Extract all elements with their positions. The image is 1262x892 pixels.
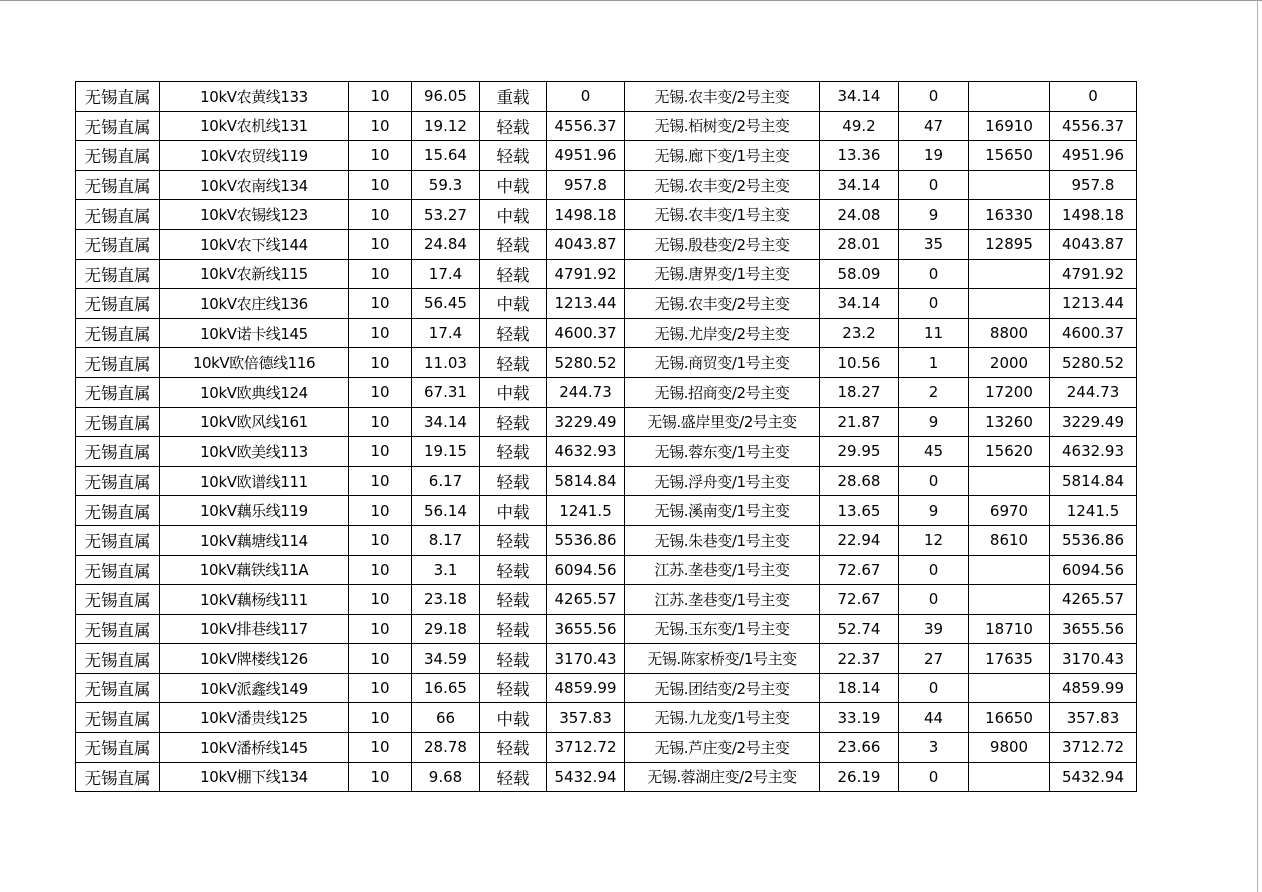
cell-transformer-load-rate: 23.66	[820, 733, 899, 763]
cell-line-name: 10kV欧典线124	[160, 377, 349, 407]
cell-company: 无锡直属	[76, 733, 160, 763]
table-row	[76, 703, 1137, 733]
table-row	[76, 614, 1137, 644]
cell-voltage-kv: 10	[349, 200, 412, 230]
table-row	[76, 318, 1137, 348]
cell-count: 0	[899, 82, 969, 112]
cell-available-capacity: 3229.49	[1050, 407, 1137, 437]
cell-transformer-load-rate: 28.01	[820, 229, 899, 259]
cell-voltage-kv: 10	[349, 348, 412, 378]
cell-transformer-load-rate: 28.68	[820, 466, 899, 496]
cell-load-rate: 56.45	[412, 289, 480, 319]
table-row	[76, 555, 1137, 585]
cell-count: 47	[899, 111, 969, 141]
page-right-border	[1257, 0, 1258, 892]
table-row	[76, 348, 1137, 378]
cell-count: 0	[899, 259, 969, 289]
cell-voltage-kv: 10	[349, 466, 412, 496]
cell-line-name: 10kV欧倍德线116	[160, 348, 349, 378]
cell-load-status: 轻载	[480, 437, 547, 467]
cell-available-capacity: 4043.87	[1050, 229, 1137, 259]
cell-count: 2	[899, 377, 969, 407]
cell-count: 19	[899, 141, 969, 171]
cell-company: 无锡直属	[76, 673, 160, 703]
cell-voltage-kv: 10	[349, 229, 412, 259]
cell-voltage-kv: 10	[349, 733, 412, 763]
table-row	[76, 229, 1137, 259]
cell-company: 无锡直属	[76, 555, 160, 585]
cell-voltage-kv: 10	[349, 496, 412, 526]
cell-available-capacity: 4265.57	[1050, 585, 1137, 615]
cell-load-rate: 17.4	[412, 318, 480, 348]
cell-transformer: 无锡.廊下变/1号主变	[625, 141, 820, 171]
cell-voltage-kv: 10	[349, 525, 412, 555]
cell-transformer-load-rate: 22.94	[820, 525, 899, 555]
cell-company: 无锡直属	[76, 377, 160, 407]
cell-company: 无锡直属	[76, 170, 160, 200]
cell-count: 1	[899, 348, 969, 378]
cell-load-status: 轻载	[480, 259, 547, 289]
cell-capacity: 16910	[969, 111, 1050, 141]
cell-count: 9	[899, 496, 969, 526]
cell-load-status: 中载	[480, 377, 547, 407]
cell-line-name: 10kV农贸线119	[160, 141, 349, 171]
cell-load-status: 中载	[480, 170, 547, 200]
cell-transformer: 无锡.蓉东变/1号主变	[625, 437, 820, 467]
cell-company: 无锡直属	[76, 348, 160, 378]
table-row	[76, 407, 1137, 437]
cell-available-capacity: 957.8	[1050, 170, 1137, 200]
cell-count: 0	[899, 585, 969, 615]
cell-transformer: 无锡.团结变/2号主变	[625, 673, 820, 703]
cell-capacity: 9800	[969, 733, 1050, 763]
cell-spare-capacity: 5814.84	[547, 466, 625, 496]
cell-spare-capacity: 0	[547, 82, 625, 112]
cell-available-capacity: 4632.93	[1050, 437, 1137, 467]
cell-transformer-load-rate: 21.87	[820, 407, 899, 437]
cell-line-name: 10kV棚下线134	[160, 762, 349, 792]
cell-line-name: 10kV牌楼线126	[160, 644, 349, 674]
cell-load-status: 中载	[480, 496, 547, 526]
cell-transformer-load-rate: 72.67	[820, 555, 899, 585]
cell-line-name: 10kV农锡线123	[160, 200, 349, 230]
cell-spare-capacity: 4859.99	[547, 673, 625, 703]
table-row	[76, 259, 1137, 289]
table-row	[76, 525, 1137, 555]
cell-line-name: 10kV潘贵线125	[160, 703, 349, 733]
cell-transformer: 江苏.垄巷变/1号主变	[625, 555, 820, 585]
table-row	[76, 82, 1137, 112]
cell-voltage-kv: 10	[349, 407, 412, 437]
cell-spare-capacity: 1241.5	[547, 496, 625, 526]
cell-load-rate: 8.17	[412, 525, 480, 555]
cell-transformer: 无锡.蓉湖庄变/2号主变	[625, 762, 820, 792]
cell-transformer: 无锡.陈家桥变/1号主变	[625, 644, 820, 674]
cell-count: 45	[899, 437, 969, 467]
cell-available-capacity: 4600.37	[1050, 318, 1137, 348]
cell-available-capacity: 244.73	[1050, 377, 1137, 407]
cell-available-capacity: 3170.43	[1050, 644, 1137, 674]
cell-transformer-load-rate: 58.09	[820, 259, 899, 289]
cell-available-capacity: 1213.44	[1050, 289, 1137, 319]
table-row	[76, 466, 1137, 496]
cell-spare-capacity: 4632.93	[547, 437, 625, 467]
cell-voltage-kv: 10	[349, 289, 412, 319]
cell-company: 无锡直属	[76, 289, 160, 319]
cell-line-name: 10kV农庄线136	[160, 289, 349, 319]
cell-transformer-load-rate: 49.2	[820, 111, 899, 141]
cell-available-capacity: 5280.52	[1050, 348, 1137, 378]
cell-load-rate: 23.18	[412, 585, 480, 615]
cell-transformer-load-rate: 18.27	[820, 377, 899, 407]
cell-transformer: 无锡.商贸变/1号主变	[625, 348, 820, 378]
cell-spare-capacity: 6094.56	[547, 555, 625, 585]
cell-company: 无锡直属	[76, 614, 160, 644]
cell-count: 35	[899, 229, 969, 259]
cell-capacity: 6970	[969, 496, 1050, 526]
cell-company: 无锡直属	[76, 437, 160, 467]
cell-load-rate: 34.59	[412, 644, 480, 674]
cell-voltage-kv: 10	[349, 111, 412, 141]
cell-load-status: 轻载	[480, 585, 547, 615]
cell-available-capacity: 357.83	[1050, 703, 1137, 733]
cell-voltage-kv: 10	[349, 555, 412, 585]
cell-load-rate: 15.64	[412, 141, 480, 171]
cell-load-status: 轻载	[480, 555, 547, 585]
table-row	[76, 585, 1137, 615]
cell-load-rate: 19.15	[412, 437, 480, 467]
table-row	[76, 200, 1137, 230]
cell-line-name: 10kV农机线131	[160, 111, 349, 141]
cell-transformer-load-rate: 22.37	[820, 644, 899, 674]
cell-capacity	[969, 289, 1050, 319]
cell-company: 无锡直属	[76, 762, 160, 792]
cell-transformer-load-rate: 26.19	[820, 762, 899, 792]
cell-available-capacity: 5432.94	[1050, 762, 1137, 792]
cell-count: 11	[899, 318, 969, 348]
cell-voltage-kv: 10	[349, 644, 412, 674]
cell-capacity: 16330	[969, 200, 1050, 230]
cell-transformer: 无锡.农丰变/1号主变	[625, 200, 820, 230]
cell-company: 无锡直属	[76, 496, 160, 526]
cell-transformer: 无锡.溪南变/1号主变	[625, 496, 820, 526]
page-top-border	[0, 0, 1262, 1]
cell-load-status: 轻载	[480, 525, 547, 555]
cell-line-name: 10kV农新线115	[160, 259, 349, 289]
cell-company: 无锡直属	[76, 111, 160, 141]
cell-transformer: 无锡.尤岸变/2号主变	[625, 318, 820, 348]
cell-capacity	[969, 555, 1050, 585]
cell-spare-capacity: 4556.37	[547, 111, 625, 141]
cell-line-name: 10kV欧谱线111	[160, 466, 349, 496]
cell-count: 0	[899, 673, 969, 703]
cell-line-name: 10kV欧美线113	[160, 437, 349, 467]
cell-capacity	[969, 673, 1050, 703]
cell-load-rate: 28.78	[412, 733, 480, 763]
cell-available-capacity: 5814.84	[1050, 466, 1137, 496]
cell-load-status: 中载	[480, 200, 547, 230]
cell-load-status: 轻载	[480, 348, 547, 378]
cell-line-name: 10kV排巷线117	[160, 614, 349, 644]
cell-transformer: 无锡.农丰变/2号主变	[625, 82, 820, 112]
cell-load-rate: 67.31	[412, 377, 480, 407]
cell-capacity: 12895	[969, 229, 1050, 259]
cell-spare-capacity: 4043.87	[547, 229, 625, 259]
cell-load-rate: 9.68	[412, 762, 480, 792]
cell-company: 无锡直属	[76, 466, 160, 496]
cell-count: 0	[899, 170, 969, 200]
cell-available-capacity: 6094.56	[1050, 555, 1137, 585]
cell-capacity: 16650	[969, 703, 1050, 733]
cell-load-status: 轻载	[480, 673, 547, 703]
cell-count: 39	[899, 614, 969, 644]
cell-spare-capacity: 357.83	[547, 703, 625, 733]
cell-transformer-load-rate: 24.08	[820, 200, 899, 230]
cell-capacity: 8800	[969, 318, 1050, 348]
cell-count: 3	[899, 733, 969, 763]
cell-company: 无锡直属	[76, 82, 160, 112]
cell-capacity	[969, 466, 1050, 496]
cell-spare-capacity: 5280.52	[547, 348, 625, 378]
cell-line-name: 10kV农南线134	[160, 170, 349, 200]
cell-voltage-kv: 10	[349, 437, 412, 467]
cell-line-name: 10kV派鑫线149	[160, 673, 349, 703]
cell-transformer-load-rate: 34.14	[820, 289, 899, 319]
cell-line-name: 10kV藕塘线114	[160, 525, 349, 555]
cell-transformer: 无锡.殷巷变/2号主变	[625, 229, 820, 259]
cell-available-capacity: 0	[1050, 82, 1137, 112]
cell-voltage-kv: 10	[349, 259, 412, 289]
cell-voltage-kv: 10	[349, 762, 412, 792]
cell-load-status: 轻载	[480, 141, 547, 171]
cell-available-capacity: 3655.56	[1050, 614, 1137, 644]
cell-company: 无锡直属	[76, 259, 160, 289]
cell-capacity: 17635	[969, 644, 1050, 674]
cell-load-rate: 96.05	[412, 82, 480, 112]
cell-load-rate: 56.14	[412, 496, 480, 526]
cell-capacity	[969, 259, 1050, 289]
cell-load-status: 轻载	[480, 733, 547, 763]
cell-load-status: 轻载	[480, 229, 547, 259]
cell-capacity	[969, 82, 1050, 112]
table-row	[76, 289, 1137, 319]
cell-spare-capacity: 5536.86	[547, 525, 625, 555]
cell-load-status: 轻载	[480, 407, 547, 437]
cell-line-name: 10kV藕杨线111	[160, 585, 349, 615]
table-row	[76, 111, 1137, 141]
cell-capacity	[969, 170, 1050, 200]
cell-transformer-load-rate: 10.56	[820, 348, 899, 378]
cell-count: 9	[899, 200, 969, 230]
cell-transformer: 无锡.芦庄变/2号主变	[625, 733, 820, 763]
table-row	[76, 673, 1137, 703]
cell-spare-capacity: 3229.49	[547, 407, 625, 437]
cell-count: 12	[899, 525, 969, 555]
cell-load-rate: 34.14	[412, 407, 480, 437]
cell-load-rate: 59.3	[412, 170, 480, 200]
cell-available-capacity: 1498.18	[1050, 200, 1137, 230]
cell-load-status: 轻载	[480, 466, 547, 496]
cell-capacity: 8610	[969, 525, 1050, 555]
cell-voltage-kv: 10	[349, 318, 412, 348]
cell-transformer: 无锡.朱巷变/1号主变	[625, 525, 820, 555]
cell-spare-capacity: 4600.37	[547, 318, 625, 348]
cell-capacity: 13260	[969, 407, 1050, 437]
cell-available-capacity: 3712.72	[1050, 733, 1137, 763]
table-row	[76, 762, 1137, 792]
cell-spare-capacity: 244.73	[547, 377, 625, 407]
cell-line-name: 10kV藕乐线119	[160, 496, 349, 526]
cell-transformer-load-rate: 34.14	[820, 170, 899, 200]
cell-load-status: 轻载	[480, 111, 547, 141]
cell-spare-capacity: 1498.18	[547, 200, 625, 230]
cell-company: 无锡直属	[76, 585, 160, 615]
cell-transformer: 无锡.浮舟变/1号主变	[625, 466, 820, 496]
cell-transformer-load-rate: 33.19	[820, 703, 899, 733]
cell-capacity: 18710	[969, 614, 1050, 644]
cell-line-name: 10kV诺卡线145	[160, 318, 349, 348]
cell-voltage-kv: 10	[349, 585, 412, 615]
table-row	[76, 733, 1137, 763]
cell-count: 0	[899, 466, 969, 496]
table-row	[76, 496, 1137, 526]
table-row	[76, 644, 1137, 674]
cell-transformer-load-rate: 29.95	[820, 437, 899, 467]
cell-load-rate: 29.18	[412, 614, 480, 644]
cell-load-rate: 6.17	[412, 466, 480, 496]
cell-count: 44	[899, 703, 969, 733]
cell-transformer-load-rate: 13.36	[820, 141, 899, 171]
cell-load-status: 轻载	[480, 318, 547, 348]
cell-available-capacity: 1241.5	[1050, 496, 1137, 526]
cell-transformer-load-rate: 13.65	[820, 496, 899, 526]
cell-company: 无锡直属	[76, 200, 160, 230]
cell-line-name: 10kV潘桥线145	[160, 733, 349, 763]
table-row	[76, 141, 1137, 171]
cell-company: 无锡直属	[76, 318, 160, 348]
cell-transformer: 无锡.栢树变/2号主变	[625, 111, 820, 141]
table-row	[76, 170, 1137, 200]
cell-spare-capacity: 3712.72	[547, 733, 625, 763]
cell-capacity: 15620	[969, 437, 1050, 467]
cell-spare-capacity: 3655.56	[547, 614, 625, 644]
cell-load-rate: 11.03	[412, 348, 480, 378]
cell-transformer: 江苏.垄巷变/1号主变	[625, 585, 820, 615]
cell-capacity: 17200	[969, 377, 1050, 407]
cell-load-status: 中载	[480, 703, 547, 733]
cell-load-status: 轻载	[480, 644, 547, 674]
cell-voltage-kv: 10	[349, 673, 412, 703]
cell-transformer: 无锡.招商变/2号主变	[625, 377, 820, 407]
cell-available-capacity: 5536.86	[1050, 525, 1137, 555]
cell-load-status: 轻载	[480, 762, 547, 792]
cell-line-name: 10kV藕铁线11A	[160, 555, 349, 585]
cell-transformer-load-rate: 34.14	[820, 82, 899, 112]
cell-voltage-kv: 10	[349, 170, 412, 200]
cell-voltage-kv: 10	[349, 82, 412, 112]
cell-load-rate: 19.12	[412, 111, 480, 141]
cell-load-rate: 53.27	[412, 200, 480, 230]
cell-transformer: 无锡.农丰变/2号主变	[625, 289, 820, 319]
cell-transformer-load-rate: 52.74	[820, 614, 899, 644]
cell-transformer: 无锡.盛岸里变/2号主变	[625, 407, 820, 437]
cell-spare-capacity: 3170.43	[547, 644, 625, 674]
cell-capacity: 15650	[969, 141, 1050, 171]
cell-spare-capacity: 1213.44	[547, 289, 625, 319]
cell-capacity	[969, 762, 1050, 792]
cell-available-capacity: 4556.37	[1050, 111, 1137, 141]
cell-available-capacity: 4791.92	[1050, 259, 1137, 289]
cell-load-rate: 24.84	[412, 229, 480, 259]
cell-transformer: 无锡.唐界变/1号主变	[625, 259, 820, 289]
cell-spare-capacity: 4791.92	[547, 259, 625, 289]
cell-company: 无锡直属	[76, 525, 160, 555]
cell-available-capacity: 4951.96	[1050, 141, 1137, 171]
table-row	[76, 377, 1137, 407]
cell-count: 9	[899, 407, 969, 437]
cell-company: 无锡直属	[76, 141, 160, 171]
cell-spare-capacity: 957.8	[547, 170, 625, 200]
cell-spare-capacity: 4265.57	[547, 585, 625, 615]
cell-available-capacity: 4859.99	[1050, 673, 1137, 703]
cell-voltage-kv: 10	[349, 141, 412, 171]
cell-company: 无锡直属	[76, 703, 160, 733]
cell-capacity	[969, 585, 1050, 615]
cell-voltage-kv: 10	[349, 377, 412, 407]
cell-transformer: 无锡.农丰变/2号主变	[625, 170, 820, 200]
cell-line-name: 10kV欧风线161	[160, 407, 349, 437]
table-row	[76, 437, 1137, 467]
cell-count: 0	[899, 289, 969, 319]
cell-transformer-load-rate: 72.67	[820, 585, 899, 615]
cell-load-status: 轻载	[480, 614, 547, 644]
cell-transformer: 无锡.玉东变/1号主变	[625, 614, 820, 644]
cell-count: 0	[899, 762, 969, 792]
cell-spare-capacity: 4951.96	[547, 141, 625, 171]
cell-load-rate: 16.65	[412, 673, 480, 703]
cell-company: 无锡直属	[76, 644, 160, 674]
cell-load-status: 重载	[480, 82, 547, 112]
cell-transformer: 无锡.九龙变/1号主变	[625, 703, 820, 733]
cell-count: 0	[899, 555, 969, 585]
feeder-load-table	[75, 81, 1137, 792]
cell-transformer-load-rate: 23.2	[820, 318, 899, 348]
cell-line-name: 10kV农黄线133	[160, 82, 349, 112]
cell-load-rate: 3.1	[412, 555, 480, 585]
cell-transformer-load-rate: 18.14	[820, 673, 899, 703]
cell-load-status: 中载	[480, 289, 547, 319]
cell-load-rate: 66	[412, 703, 480, 733]
cell-count: 27	[899, 644, 969, 674]
cell-capacity: 2000	[969, 348, 1050, 378]
cell-load-rate: 17.4	[412, 259, 480, 289]
cell-company: 无锡直属	[76, 407, 160, 437]
cell-line-name: 10kV农下线144	[160, 229, 349, 259]
table-body	[76, 82, 1137, 792]
cell-company: 无锡直属	[76, 229, 160, 259]
cell-voltage-kv: 10	[349, 703, 412, 733]
cell-spare-capacity: 5432.94	[547, 762, 625, 792]
cell-voltage-kv: 10	[349, 614, 412, 644]
